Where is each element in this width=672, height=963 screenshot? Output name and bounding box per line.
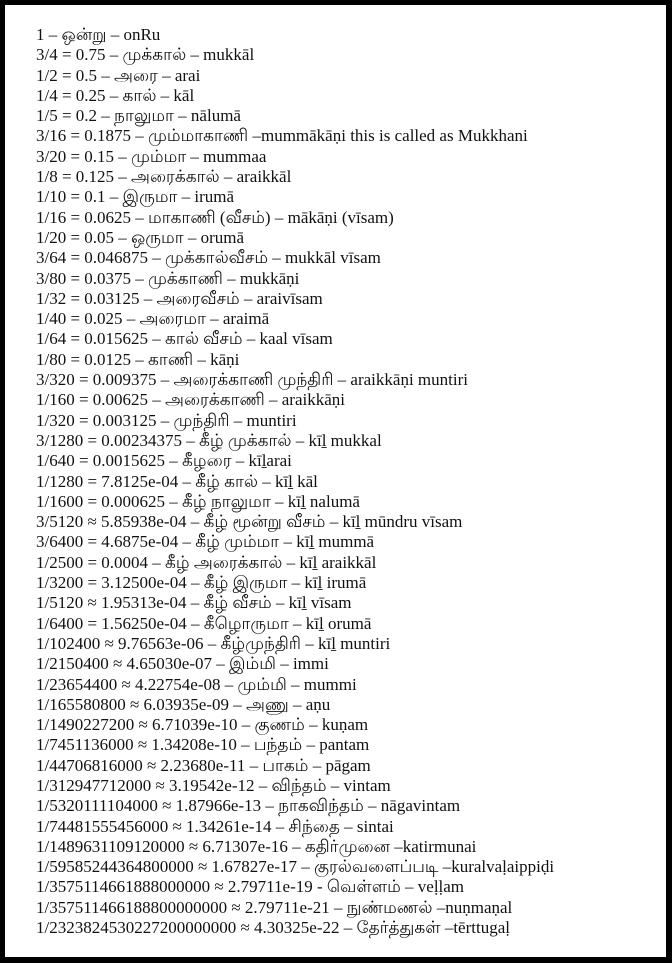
list-item: 1/2 = 0.5 – அரை – arai	[36, 65, 201, 85]
list-item: 1/312947712000 ≈ 3.19542e-12 – விந்தம் – vintam	[36, 775, 391, 795]
list-item: 1/3575114661888000000 ≈ 2.79711e-19 - வெள்ளம் – veḷḷam	[36, 877, 465, 897]
list-item: 1/44706816000 ≈ 2.23680e-11 – பாகம் – pāgam	[36, 755, 371, 775]
list-item: 1/165580800 ≈ 6.03935e-09 – அணு – aṇu	[36, 694, 331, 714]
list-item: 1/1280 = 7.8125e-04 – கீழ் கால் – kīḻ kāl	[36, 471, 318, 491]
list-item: 3/16 = 0.1875 – மும்மாகாணி –mummākāṇi this is called as Mukkhani	[36, 126, 528, 146]
list-item: 1/1490227200 ≈ 6.71039e-10 – குணம் – kuṇam	[36, 715, 369, 735]
list-item: 1/59585244364800000 ≈ 1.67827e-17 – குரல்வளைப்படி –kuralvaḷaippiḍi	[36, 857, 555, 877]
list-item: 1 – ஒன்று – onRu	[36, 25, 161, 44]
list-item: 3/80 = 0.0375 – முக்காணி – mukkāṇi	[36, 268, 300, 288]
list-item: 3/6400 = 4.6875e-04 – கீழ் மும்மா – kīḻ mummā	[36, 532, 375, 552]
list-item: 1/80 = 0.0125 – காணி – kāṇi	[36, 349, 240, 369]
list-item: 1/7451136000 ≈ 1.34208e-10 – பந்தம் – pantam	[36, 735, 370, 755]
list-item: 1/23654400 ≈ 4.22754e-08 – மும்மி – mummi	[36, 674, 357, 694]
list-item: 1/64 = 0.015625 – கால் வீசம் – kaal vīsam	[36, 329, 333, 349]
list-item: 1/1600 = 0.000625 – கீழ் நாலுமா – kīḻ nalumā	[36, 491, 360, 511]
list-item: 1/5120 ≈ 1.95313e-04 – கீழ் வீசம் – kīḻ vīsam	[36, 593, 352, 613]
list-item: 1/5320111104000 ≈ 1.87966e-13 – நாகவிந்தம் – nāgavintam	[36, 796, 461, 816]
list-item: 1/640 = 0.0015625 – கீழரை – kīḻarai	[36, 451, 292, 471]
list-item: 1/2323824530227200000000 ≈ 4.30325e-22 – தேர்த்துகள் –tērttugaḷ	[36, 918, 510, 938]
list-item: 1/40 = 0.025 – அரைமா – araimā	[36, 309, 270, 329]
fraction-list	[36, 25, 554, 938]
list-item: 1/1489631109120000 ≈ 6.71307e-16 – கதிர்முனை –katirmunai	[36, 836, 477, 856]
list-item: 3/1280 = 0.00234375 – கீழ் முக்கால் – kīḻ mukkal	[36, 430, 382, 450]
list-item: 1/5 = 0.2 – நாலுமா – nālumā	[36, 106, 241, 126]
list-item: 1/2500 = 0.0004 – கீழ் அரைக்கால் – kīḻ araikkāl	[36, 552, 377, 572]
list-item: 1/2150400 ≈ 4.65030e-07 – இம்மி – immi	[36, 654, 329, 674]
list-item: 1/20 = 0.05 – ஒருமா – orumā	[36, 227, 245, 247]
list-item: 1/320 = 0.003125 – முந்திரி – muntiri	[36, 410, 297, 430]
list-item: 1/10 = 0.1 – இருமா – irumā	[36, 187, 235, 207]
list-item: 1/102400 ≈ 9.76563e-06 – கீழ்முந்திரி – kīḻ muntiri	[36, 633, 391, 653]
list-item: 3/5120 ≈ 5.85938e-04 – கீழ் மூன்று வீசம் – kīḻ mūndru vīsam	[36, 512, 463, 532]
list-item: 1/8 = 0.125 – அரைக்கால் – araikkāl	[36, 167, 292, 187]
list-item: 1/160 = 0.00625 – அரைக்காணி – araikkāṇi	[36, 390, 345, 410]
list-item: 1/3200 = 3.12500e-04 – கீழ் இருமா – kīḻ irumā	[36, 573, 367, 593]
list-item: 1/74481555456000 ≈ 1.34261e-14 – சிந்தை – sintai	[36, 816, 394, 836]
document-page	[5, 5, 666, 957]
list-item: 1/32 = 0.03125 – அரைவீசம் – araivīsam	[36, 288, 323, 308]
list-item: 1/357511466188800000000 ≈ 2.79711e-21 – நுண்மணல் –nuṇmaṇal	[36, 897, 513, 917]
list-item: 1/4 = 0.25 – கால் – kāl	[36, 85, 195, 105]
list-item: 1/6400 = 1.56250e-04 – கீழொருமா – kīḻ orumā	[36, 613, 372, 633]
list-item: 3/64 = 0.046875 – முக்கால்வீசம் – mukkāl vīsam	[36, 248, 381, 268]
list-item: 1/16 = 0.0625 – மாகாணி (வீசம்) – mākāṇi (vīsam)	[36, 207, 394, 227]
list-item: 3/4 = 0.75 – முக்கால் – mukkāl	[36, 45, 255, 65]
list-item: 3/20 = 0.15 – மும்மா – mummaa	[36, 146, 267, 166]
list-item: 3/320 = 0.009375 – அரைக்காணி முந்திரி – araikkāṇi muntiri	[36, 370, 468, 390]
